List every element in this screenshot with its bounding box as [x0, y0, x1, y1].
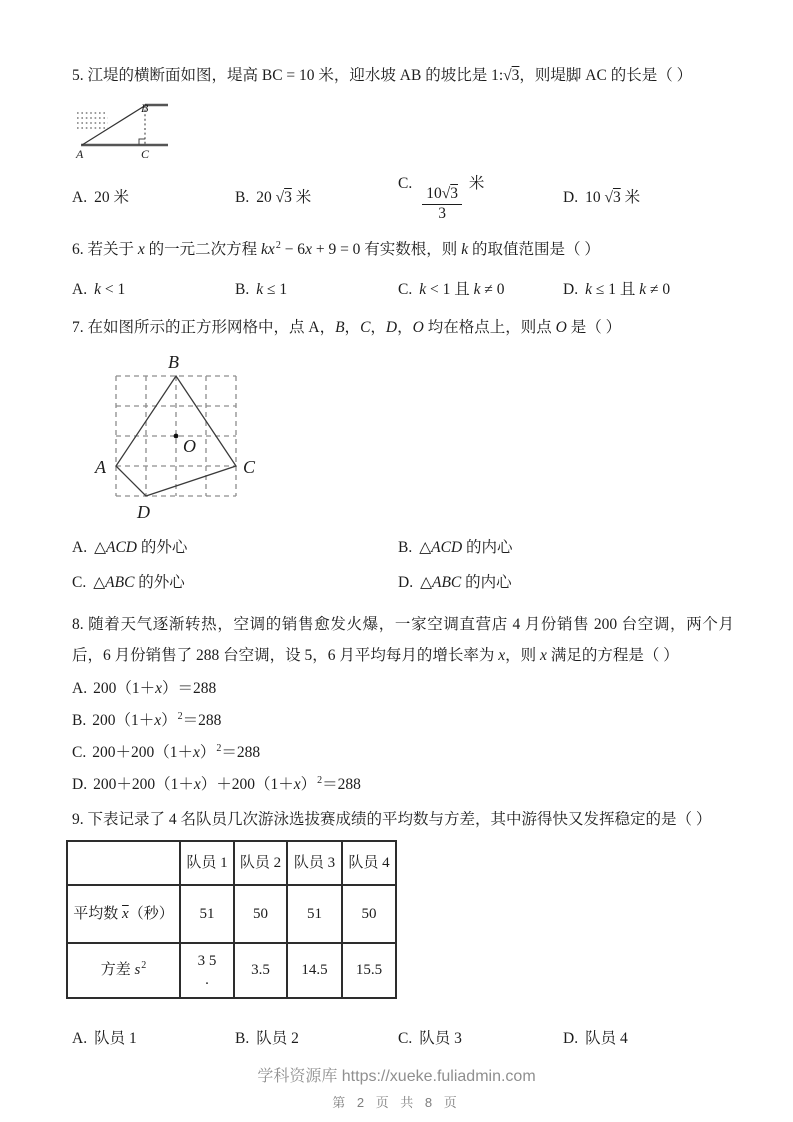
exam-content — [72, 64, 734, 1051]
header-player3: 队员 3 — [287, 841, 342, 885]
embankment-figure-svg — [72, 98, 242, 168]
header-player1: 队员 1 — [180, 841, 234, 885]
header-player2: 队员 2 — [234, 841, 287, 885]
q6-option-a: A. k < 1 — [72, 281, 126, 298]
question-9-options — [72, 1027, 734, 1051]
label-a: A — [76, 147, 84, 161]
label-d: D — [137, 502, 150, 522]
footer-page-number: 第 2 页 共 8 页 — [332, 1095, 461, 1110]
variance-player3: 14.5 — [287, 943, 342, 998]
question-8-text: 8. 随着天气逐渐转热，空调的销售愈发火爆，一家空调直营店 4 月份销售 200 台空调，两个月后，6 月份销售了 288 台空调，设 5，6 月平均每月的增长率为 x，则 x 满足的方程是（ ） — [72, 616, 734, 664]
table-row-mean — [67, 885, 396, 943]
label-b: B — [141, 100, 149, 115]
label-c: C — [141, 147, 150, 161]
scores-table — [66, 840, 397, 999]
mean-player1: 51 — [180, 885, 234, 943]
question-6-options — [72, 278, 734, 302]
q9-option-d: D. 队员 4 — [563, 1030, 628, 1047]
variance-player2: 3.5 — [234, 943, 287, 998]
row-label-mean: 平均数 $\overline{x}$（秒） — [67, 885, 180, 943]
q8-option-a: A. 200（1＋x）＝288 — [72, 680, 217, 697]
q6-option-b: B. k ≤ 1 — [235, 281, 288, 298]
q9-option-b: B. 队员 2 — [235, 1030, 299, 1047]
q7-option-d: D. △ABC 的内心 — [398, 574, 512, 591]
question-5-options — [72, 172, 734, 224]
label-a: A — [95, 457, 106, 477]
footer-site-watermark: 学科资源库 https://xueke.fuliadmin.com — [257, 1068, 536, 1085]
q7-option-c: C. △ABC 的外心 — [72, 574, 185, 591]
q7-option-b: B. △ACD 的内心 — [398, 539, 513, 556]
mean-player2: 50 — [234, 885, 287, 943]
q7-option-a: A. △ACD 的外心 — [72, 539, 188, 556]
grid-figure-svg — [86, 346, 336, 528]
question-9-text: 9. 下表记录了 4 名队员几次游泳选拔赛成绩的平均数与方差，其中游得快又发挥稳定的是（ ） — [72, 811, 712, 828]
q5-option-a: A. 20 米 — [72, 189, 129, 206]
header-empty-cell — [67, 841, 180, 885]
q6-option-c: C. k < 1 且 k ≠ 0 — [398, 281, 505, 298]
slope-ab-line — [82, 105, 146, 145]
question-5-text: 5. 江堤的横断面如图，堤高 BC = 10 米，迎水坡 AB 的坡比是 1:√3，则堤脚 AC 的长是（ ） — [72, 67, 693, 84]
water-hatch — [77, 113, 108, 128]
question-6-text: 6. 若关于 x 的一元二次方程 $kx^2 - 6x + 9 = 0$ 有实数根，则 k 的取值范围是（ ） — [72, 239, 600, 258]
q8-option-c: C. $200+200(1+x)^2=288$ — [72, 742, 261, 761]
q9-option-c: C. 队员 3 — [398, 1030, 462, 1047]
q6-option-d: D. k ≤ 1 且 k ≠ 0 — [563, 281, 671, 298]
question-7-options — [72, 536, 734, 595]
row-label-variance: 方差 $s^2$ — [67, 943, 180, 998]
question-7-text: 7. 在如图所示的正方形网格中，点 A，B，C，D，O 均在格点上，则点 O 是（ ） — [72, 319, 622, 336]
q5-option-d: D. 10 √3 米 — [563, 189, 641, 206]
table-header-row — [67, 841, 396, 885]
question-8-options — [72, 677, 734, 796]
label-b: B — [168, 352, 179, 372]
point-o-dot — [174, 434, 179, 439]
q9-option-a: A. 队员 1 — [72, 1030, 137, 1047]
label-o: O — [183, 436, 196, 456]
header-player4: 队员 4 — [342, 841, 396, 885]
q8-option-d: D. $200+200(1+x)+200(1+x)^2=288$ — [72, 774, 361, 793]
embankment-figure — [72, 98, 734, 168]
grid-figure — [86, 346, 734, 528]
label-c: C — [243, 457, 256, 477]
mean-player3: 51 — [287, 885, 342, 943]
q5-option-c: C. $\frac{10√3}{3}$ 米 — [398, 175, 485, 222]
variance-player4: 15.5 — [342, 943, 396, 998]
table-row-variance — [67, 943, 396, 998]
q8-option-b: B. $200(1+x)^2=288$ — [72, 710, 222, 729]
q5-option-b: B. 20 √3 米 — [235, 189, 312, 206]
mean-player4: 50 — [342, 885, 396, 943]
variance-player1: 3 5 . — [180, 943, 234, 998]
